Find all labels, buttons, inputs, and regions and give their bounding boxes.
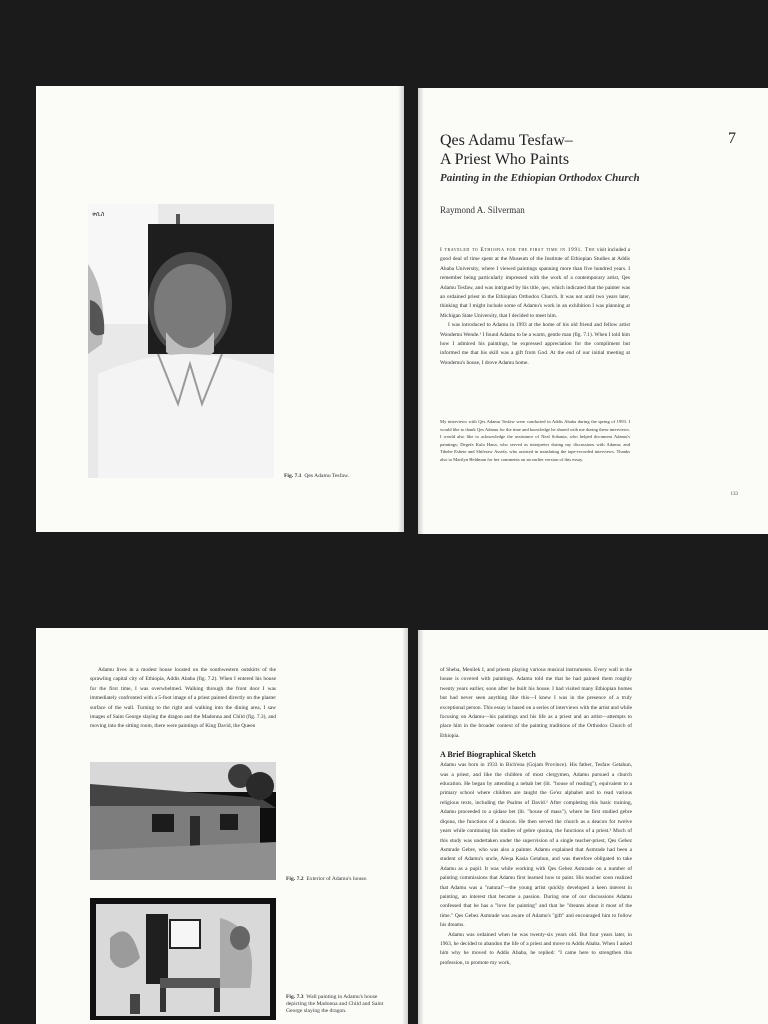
page-shadow — [398, 86, 404, 532]
figure-caption-text: Wall painting in Adamu's house depicting the Madonna and Child and Saint George slaying the dragon. — [286, 994, 384, 1014]
figure-label: Fig. 7.1 — [284, 473, 302, 479]
wall-painting-photo — [90, 898, 276, 1020]
chapter-title — [440, 131, 660, 169]
book-page-bottom-right — [418, 630, 768, 1024]
book-page-bottom-left — [36, 628, 408, 1024]
lead-in: I traveled to Ethiopia for the first time in 1991. The — [440, 247, 596, 253]
figure-label: Fig. 7.3 — [286, 994, 304, 1000]
book-page-top-left — [36, 86, 404, 532]
paragraph-text: visit included a good deal of time spent at the Museum of the Institute of Ethiopian Studies at Addis Ababa University, where I viewed paintings spanning more than five hundred years. I remember being particularly impressed with the work of a contemporary artist, Qes Adamu Tesfaw, and was intrigued by his title, qes, which indicated that the painter was an ordained priest in the Ethiopian Orthodox Church. It was not until two years later, thinking that I might include some of Adamu's work in an exhibition I was planning at Michigan State University, that I decided to meet him. — [440, 247, 631, 319]
figure-caption — [284, 473, 394, 480]
chapter-subtitle: Painting in the Ethiopian Orthodox Church — [440, 172, 640, 184]
portrait-photo — [88, 204, 274, 478]
body-text — [90, 666, 276, 732]
body-text — [440, 246, 630, 368]
figure-caption — [286, 876, 396, 883]
paragraph: of Sheba, Menilek I, and priests playing various musical instruments. Every wall in the house is covered with paintings. Adamu told me that he had painted them roughly twenty years earlier, soon after he built his house. I had visited many Ethiopian homes but had never seen anything like this—I knew I was in the presence of a truly exceptional person. This essay is based on a series of interviews with the artist and while focusing on Adamu—his paintings and his life as a priest and an artist—attempts to place him in the broader context of the painting traditions of the Orthodox Church of Ethiopia. — [440, 667, 632, 739]
house-exterior-photo — [90, 762, 276, 880]
chapter-title-line2: A Priest Who Paints — [440, 151, 570, 168]
acknowledgment-note: My interviews with Qes Adamu Tesfaw were conducted in Addis Ababa during the spring of 1993. I would like to thank Qes Adamu for the time and knowledge he shared with me during these interviews. I would also like to acknowledge the assistance of Neal Sobania, who helped document Adamu's paintings; Degefa Kulu Hana, who served as interpreter during my discussions with Adamu; and Tibebe Eshete and Shiferaw Assefa, who assisted in translating the tape-recorded interviews. Thanks also to Marilyn Heldman for her comments on an earlier version of this essay. — [440, 419, 630, 462]
paragraph: Adamu was ordained when he was twenty-six years old. But four years later, in 1963, he decided to abandon the life of a priest and move to Addis Ababa. When I asked him why he moved to Addis Ababa, he replied: "I came here to strengthen this profession, to promote my work, — [440, 931, 632, 966]
page-shadow — [418, 630, 424, 1024]
page-number: 133 — [730, 492, 738, 497]
portrait-image — [88, 204, 274, 478]
book-page-top-right — [418, 88, 768, 534]
paragraph — [440, 246, 630, 321]
paragraph: I was introduced to Adamu in 1993 at the home of his old friend and fellow artist Wondemu Wende.¹ I found Adamu to be a warm, gentle man (fig. 7.1). When I told him how I admired his paintings, he expressed appreciation for the compliment but informed me that his skill was a gift from God. At the end of our initial meeting at Wondemu's house, I drove Adamu home. — [440, 322, 630, 366]
author-name: Raymond A. Silverman — [440, 205, 525, 215]
page-shadow — [418, 88, 424, 534]
chapter-title-line1: Qes Adamu Tesfaw– — [440, 132, 573, 149]
page-shadow — [402, 628, 408, 1024]
wall-painting-image — [90, 898, 276, 1020]
paragraph: Adamu was born in 1933 in Bich'ena (Gojam Province). His father, Tesfaw Getahun, was a priest, and like the children of most clergymen, Adamu pursued a church education. He began by attending a nebab bet (lit. "house of reading"), equivalent to a primary school where children are taught the Ge'ez alphabet and to read various religious texts, including the Psalms of David.² After completing this basic training, Adamu proceeded to a qidase bet (lit. "house of mass"), where he first studied gebre diqona, the functions of a deacon. He then served the church as a deacon for twelve years while continuing his studies of gebre qissina, the functions of a priest.³ Much of this study was undertaken under the supervision of a single teacher-priest, Qes Gebez Asmrade Gebre, who was also a painter. Adamu explained that Asmrade had been a student of Adamu's uncle, Aleqa Kasia Getahun, and was therefore obligated to take Adamu as a pupil. It was while working with Qes Gebez Asmrade on a number of painting commissions that Adamu first learned how to paint. His teacher soon realized that Adamu was a "natural"—the young artist quickly developed a keen interest in painting, an interest that became a passion. During one of our discussions Adamu confessed that he has a "love for painting" and that he "dreams about it most of the time." Qes Gebez Asmrade was aware of Adamu's "gift" and encouraged him to follow his dreams. — [440, 762, 632, 929]
figure-caption-text: Qes Adamu Tesfaw. — [304, 473, 350, 479]
svg-text:ቀሲስ: ቀሲስ — [92, 211, 105, 218]
figure-caption-text: Exterior of Adamu's house. — [306, 876, 368, 882]
figure-caption — [286, 994, 398, 1015]
chapter-number: 7 — [728, 130, 736, 147]
house-image — [90, 762, 276, 880]
section-heading: A Brief Biographical Sketch — [440, 750, 536, 760]
body-text — [440, 666, 632, 968]
figure-label: Fig. 7.2 — [286, 876, 304, 882]
paragraph: Adamu lives in a modest house located on the southwestern outskirts of the sprawling capital city of Ethiopia, Addis Ababa (fig. 7.2). When I entered his house for the first time, I was overwhelmed. Walking through the front door I was immediately confronted with a 5-foot image of a priest painted directly on the plaster surface of the wall. Turning to the right and walking into the dining area, I saw images of Saint George slaying the dragon and the Madonna and Child (fig. 7.3), and moving into the sitting room, there were paintings of King David, the Queen — [90, 667, 276, 730]
